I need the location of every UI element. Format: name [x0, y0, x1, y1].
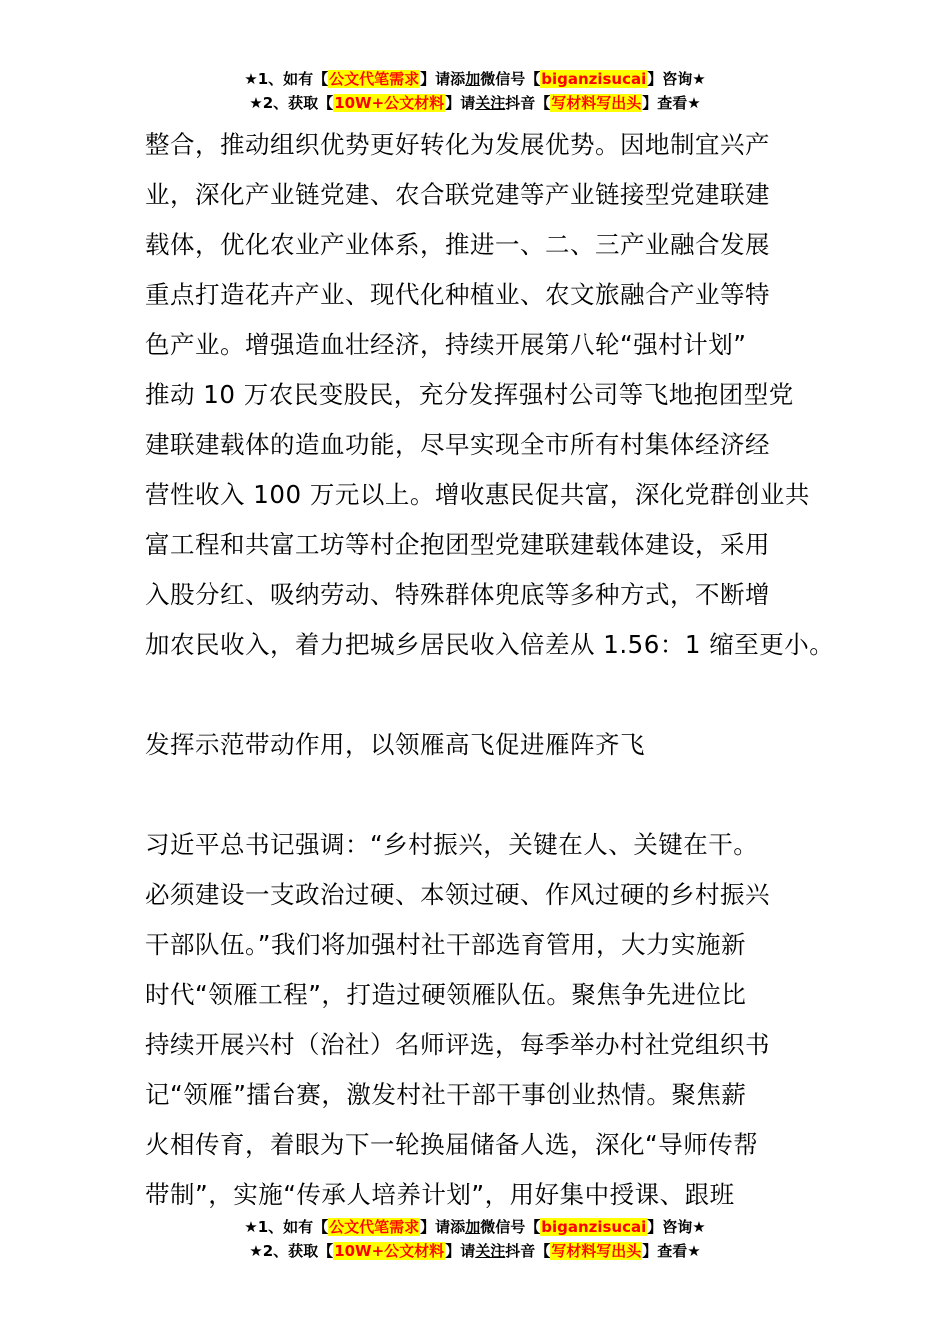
banner-highlight: 10W+公文材料	[334, 94, 445, 112]
banner-text: 微信号【	[480, 1218, 541, 1236]
banner-text: 】请	[445, 1242, 476, 1260]
header-banner	[0, 68, 950, 116]
banner-underlined: 关注	[475, 94, 506, 112]
banner-highlight: 写材料写出头	[551, 1242, 642, 1260]
text-line: 推动 10 万农民变股民，充分发挥强村公司等飞地抱团型党	[145, 380, 794, 409]
banner-line-1	[0, 68, 950, 92]
banner-text: ★1、如有【	[244, 70, 329, 88]
banner-line-2	[0, 92, 950, 116]
banner-text: 】请添	[420, 70, 466, 88]
banner-text: 】查看★	[642, 1242, 701, 1260]
banner-highlight: 公文代笔需求	[329, 70, 420, 88]
heading-text: 发挥示范带动作用，以领雁高飞促进雁阵齐飞	[145, 730, 645, 759]
banner-highlight: biganzisucai	[541, 70, 647, 88]
text-line: 营性收入 100 万元以上。增收惠民促共富，深化党群创业共	[145, 480, 810, 509]
banner-text: ★2、获取【	[249, 94, 334, 112]
text-line: 时代“领雁工程”，打造过硬领雁队伍。聚焦争先进位比	[145, 980, 747, 1009]
banner-text: ★1、如有【	[244, 1218, 329, 1236]
text-line: 富工程和共富工坊等村企抱团型党建联建载体建设，采用	[145, 530, 770, 559]
banner-text: ★2、获取【	[249, 1242, 334, 1260]
paragraph-spacer	[145, 670, 815, 720]
paragraph-2	[145, 820, 815, 1220]
text-line: 干部队伍。”我们将加强村社干部选育管用，大力实施新	[145, 930, 746, 959]
banner-line-1	[0, 1216, 950, 1240]
text-line: 整合，推动组织优势更好转化为发展优势。因地制宜兴产	[145, 130, 770, 159]
document-body	[145, 120, 835, 1220]
text-line: 业，深化产业链党建、农合联党建等产业链接型党建联建	[145, 180, 770, 209]
paragraph-spacer	[145, 770, 815, 820]
banner-highlight: 公文代笔需求	[329, 1218, 420, 1236]
banner-text: 抖音【	[505, 94, 551, 112]
text-line: 持续开展兴村（治社）名师评选，每季举办村社党组织书	[145, 1030, 770, 1059]
banner-text: 】请添	[420, 1218, 466, 1236]
banner-highlight: 10W+公文材料	[334, 1242, 445, 1260]
banner-text: 】咨询★	[647, 1218, 706, 1236]
text-line: 带制”，实施“传承人培养计划”，用好集中授课、跟班	[145, 1180, 735, 1209]
banner-line-2	[0, 1240, 950, 1264]
banner-underlined: 加	[465, 1218, 481, 1236]
text-line: 加农民收入，着力把城乡居民收入倍差从 1.56：1 缩至更小。	[145, 630, 835, 659]
banner-underlined: 加	[465, 70, 481, 88]
banner-text: 】查看★	[642, 94, 701, 112]
text-line: 载体，优化农业产业体系，推进一、二、三产业融合发展	[145, 230, 770, 259]
banner-highlight: biganzisucai	[541, 1218, 647, 1236]
banner-highlight: 写材料写出头	[551, 94, 642, 112]
text-line: 入股分红、吸纳劳动、特殊群体兜底等多种方式，不断增	[145, 580, 770, 609]
text-line: 习近平总书记强调：“乡村振兴，关键在人、关键在干。	[145, 830, 759, 859]
text-line: 建联建载体的造血功能，尽早实现全市所有村集体经济经	[145, 430, 770, 459]
banner-underlined: 关注	[475, 1242, 506, 1260]
text-line: 火相传育，着眼为下一轮换届储备人选，深化“导师传帮	[145, 1130, 759, 1159]
banner-text: 微信号【	[480, 70, 541, 88]
paragraph-1	[145, 120, 835, 670]
text-line: 记“领雁”擂台赛，激发村社干部干事创业热情。聚焦薪	[145, 1080, 747, 1109]
banner-text: 】请	[445, 94, 476, 112]
banner-text: 】咨询★	[647, 70, 706, 88]
footer-banner	[0, 1216, 950, 1264]
text-line: 重点打造花卉产业、现代化种植业、农文旅融合产业等特	[145, 280, 770, 309]
text-line: 必须建设一支政治过硬、本领过硬、作风过硬的乡村振兴	[145, 880, 770, 909]
banner-text: 抖音【	[505, 1242, 551, 1260]
section-heading	[145, 720, 815, 770]
text-line: 色产业。增强造血壮经济，持续开展第八轮“强村计划”	[145, 330, 747, 359]
